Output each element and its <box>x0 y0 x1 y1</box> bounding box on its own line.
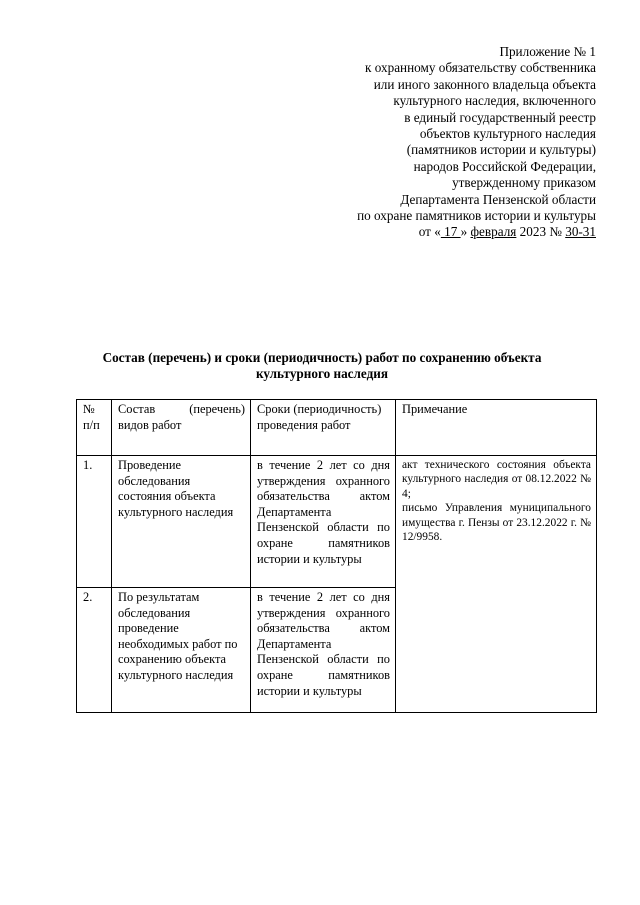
works-table <box>76 399 597 713</box>
row-composition: Проведение обследования состояния объекта культурного наследия <box>112 456 251 588</box>
date-prefix: от « <box>418 224 441 240</box>
row-terms: в течение 2 лет со дня утверждения охранного обязательства актом Департамента Пензенской области по охране памятников истории и культуры <box>251 456 396 588</box>
date-day: 17 <box>440 224 461 240</box>
row-composition: По результатам обследования проведение необходимых работ по сохранению объекта культурного наследия <box>112 588 251 713</box>
row-num: 1. <box>77 456 112 588</box>
order-number: 30-31 <box>565 224 596 240</box>
date-mid: » <box>460 224 471 240</box>
appendix-line: культурного наследия, включенного <box>393 93 596 109</box>
appendix-line: (памятников истории и культуры) <box>406 142 596 158</box>
header-terms: Сроки (периодичность) проведения работ <box>251 400 396 456</box>
appendix-block <box>296 44 596 241</box>
appendix-line: народов Российской Федерации, <box>413 158 596 174</box>
header-num: № п/п <box>77 400 112 456</box>
header-composition: Состав (перечень) видов работ <box>112 400 251 456</box>
note-act: акт технического состояния объекта культурного наследия от 08.12.2022 № 4; <box>402 459 591 500</box>
appendix-line: или иного законного владельца объекта <box>373 76 596 92</box>
date-month: февраля <box>470 224 517 240</box>
note-letter: письмо Управления муниципального имущества г. Пензы от 23.12.2022 г. № 12/9958. <box>402 502 591 544</box>
appendix-line: к охранному обязательству собственника <box>365 60 596 76</box>
appendix-line: Приложение № 1 <box>499 44 596 59</box>
row-terms: в течение 2 лет со дня утверждения охранного обязательства актом Департамента Пензенской области по охране памятников истории и культуры <box>251 588 396 713</box>
appendix-line: в единый государственный реестр <box>404 109 596 125</box>
appendix-line: по охране памятников истории и культуры <box>357 208 596 224</box>
document-title: Состав (перечень) и сроки (периодичность) работ по сохранению объекта культурного наследия <box>102 350 542 382</box>
table-row <box>77 456 597 588</box>
appendix-date-line <box>296 224 596 240</box>
appendix-line: объектов культурного наследия <box>419 126 596 142</box>
table-header-row <box>77 400 597 456</box>
appendix-line: утвержденному приказом <box>452 175 596 191</box>
header-note: Примечание <box>396 400 597 456</box>
appendix-line: Департамента Пензенской области <box>400 191 596 207</box>
row-num: 2. <box>77 588 112 713</box>
date-year: 2023 № <box>516 224 566 240</box>
row-note <box>396 456 597 713</box>
